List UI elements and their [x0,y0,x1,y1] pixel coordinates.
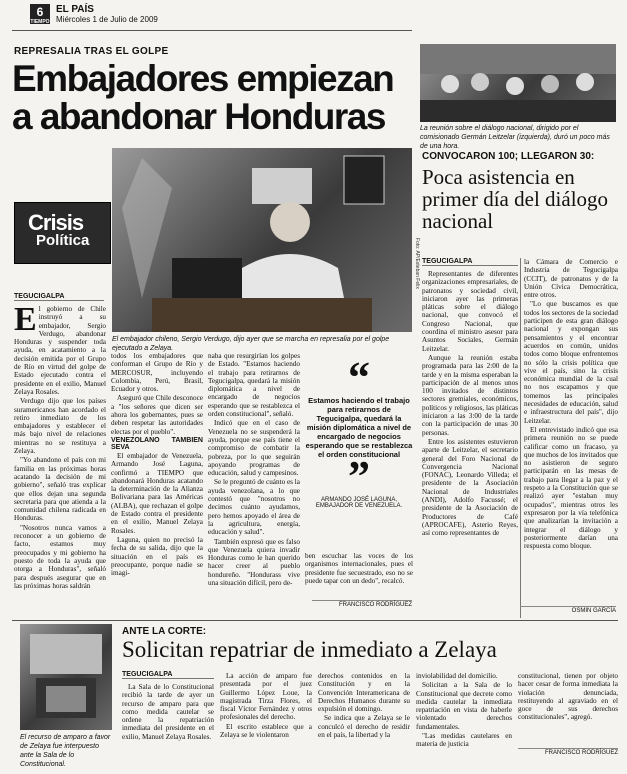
dialogue-photo-caption: La reunión sobre el diálogo nacional, dirigido por el comisionado Germán Leitzelar (izquierda), duró un poco más de una hora. [420,125,610,150]
page-number-badge [30,4,50,24]
court-photo-caption: El recurso de amparo a favor de Zelaya fue interpuesto ante la Sala de lo Constitucional. [20,734,111,768]
pull-quote-author: ARMANDO JOSÉ LAGUNA, EMBAJADOR DE VENEZUELA. [315,497,403,509]
main-dateline: TEGUCIGALPA [14,293,104,301]
side-story-column-1: Representantes de diferentes organizaciones empresariales, de patronatos y sociedad civil, iniciaron ayer las primeras pláticas sobre el diálogo nacional, que convocó el Congreso Nacional, que coordina el ministro asesor para Asuntos Sociales, Germán Leitzelar. Aunque la reunión estaba programada para las 2:00 de la tarde y en la misma esperaban la participación de al menos unos 100 invitados de distintos sectores gremiales, económicos, políticos y religiosos, las pláticas iniciaron a las 3:00 de la tarde con la participación de unas 30 personas. Entre los asistentes estuvieron aparte de Leitzelar, el secretario general del Foro Nacional de Convergencia Nacional (FONAC), Leonardo Villeda; el presidente de la Asociación Nacional de Industriales (ANDI), Adolfo Facussé; el presidente de la Asociación de Productores de Café (APROCAFE), Asterio Reyes, así como representantes de [422,270,518,538]
masthead-rule [12,30,412,31]
main-story-column-4: ben escuchar las voces de los organismos internacionales, pues el presidente fue secuestrado, eso no se puede tapar con un dedo", recalcó. [305,552,413,585]
close-quote-mark: ” [348,452,370,501]
issue-date: Miércoles 1 de Julio de 2009 [56,15,158,24]
bottom-story-column-5: constitucional, tienen por objeto hacer cesar de forma inmediata la violación denunciada, restituyendo al agraviado en el goce de sus derechos constitucionales", agregó. [518,672,618,722]
bottom-dateline: TEGUCIGALPA [122,671,214,679]
pull-quote-text: Estamos haciendo el trabajo para retirarnos de Tegucigalpa, quedará la misión diplomática a nivel de encargado de negocios esperando que se restablezca el orden constitucional [305,396,413,459]
bottom-story-column-1: La Sala de lo Constitucional recibió la tarde de ayer un recurso de amparo para que como medida cautelar se ordene la repatriación inmediata del presidente en el exilio, Manuel Zelaya Rosales. [122,683,214,741]
pull-quote [305,353,413,509]
page-section: TIEMPO [30,19,50,25]
main-kicker: REPRESALIA TRAS EL GOLPE [14,46,169,57]
ambassador-photo-caption: El embajador chileno, Sergio Verdugo, dijo ayer que se marcha en represalia por el golpe ejecutado a Zelaya. [112,336,390,352]
dropcap: E [14,301,37,338]
main-story-signature: FRANCISCO RODRÍGUEZ [312,600,412,608]
open-quote-mark: “ [348,353,370,402]
bottom-story-column-4: inviolabilidad del domicilio. Solicitan a la Sala de lo Constitucional que decrete como medida cautelar la inmediata repatriación en vista de haberle violentado derechos fundamentales. "Las medidas cautelares en materia de justicia [416,672,512,749]
dialogue-meeting-photo [420,44,616,122]
ambassador-photo-illustration [112,148,412,332]
bottom-story-column-3: derechos contenidos en la Constitución y en la Convención Interamericana de Derechos Humanos durante su expulsión el domingo. Se indica que a Zelaya se le conculcó el derecho de residir en el país, la libertad y la [318,672,410,740]
photo-credit: Foto: AP/Esteban Felix [414,238,420,289]
bottom-kicker: ANTE LA CORTE: [122,626,207,637]
side-story-signature: OSMIN GARCÍA [520,606,616,614]
side-story-column-2: la Cámara de Comercio e Industria de Tegucigalpa (CCIT), de patronatos y de la Unión Cívica Democrática, entre otros. "Lo que buscamos es que todos los sectores de la sociedad participen de esta gran diálogo nacional y expongan sus pensamientos y el encontrar acuerdos en común, unidos todos como bloque enfrentemos no sólo la crisis política que vive el país, sino la crisis económica mundial de la cual no nos escapamos y que tomemos las principales necesidades de educación, salud e infraestructura del país", dijo Leitzelar. El entrevistado indicó que esa primera reunión no se puede calificar como un fracaso, ya que muchos de los invitados que no asistieron de seguro participarán en las mesas de trabajo para llegar a la paz y el respeto a la Constitución que se realizó ayer "estaban muy ocupados", mientras otros les expresaron por la vía telefónica que analizarían la invitación a integrar el diálogo y posteriormente darían una respuesta como bloque. [524,258,618,551]
ambassador-photo [112,148,412,332]
crisis-politica-logo [14,188,109,276]
side-dateline: TEGUCIGALPA [422,258,518,266]
main-story-column-2: todos los embajadores que conforman el Grupo de Río y MERCOSUR, incluyendo Colombia, Perú, Brasil, Ecuador y otros. Aseguró que Chile desconoce a "los señores que dicen ser ahora los gobernantes, pues se deben respetar las autoridades electas por el pueblo". VENEZOLANO TAMBIEN SEVA El embajador de Venezuela, Armando José Laguna, confirmó a TIEMPO que abandonará Honduras acatando la determinación de la Alianza Bolivariana para las Américas (ALBA), que rechazan el golpe de Estado contra el presidente en el exilio, Manuel Zelaya Rosales. Laguna, quien no precisó la fecha de su salida, dijo que la situación en el país es preocupante, porque nadie se imagi- [111,352,203,578]
court-photo [20,624,112,730]
paper-name: EL PAÍS [56,4,94,15]
bottom-story-rule [12,620,618,621]
page-number: 6 [36,5,44,19]
venezuela-subhead: VENEZOLANO TAMBIEN SEVA [111,436,203,451]
bottom-story-column-2: La acción de amparo fue presentada por el juez Guillermo López Loue, la magistrada Tirza Flores, el fiscal Víctor Fernández y otros profesionales del derecho. El escrito establece que a Zelaya se le violentaron [220,672,312,740]
side-kicker: CONVOCARON 100; LLEGARON 30: [422,151,595,162]
logo-word-crisis: Crisis [28,210,84,235]
main-story-column-1: El gobierno de Chile instruyó a su embajador, Sergio Verdugo, abandonar Honduras y suspender toda ayuda, en acatamiento a la decisión emitida por el Grupo de Río en virtud del golpe de Estado ejecutado contra el presidente en el exilio, Manuel Zelaya Rosales. Verdugo dijo que los países suramericanos han acordado el retiro inmediato de los embajadores y establecer el más bajo nivel de relaciones mientras no se restituya a Zelaya. "Yo abandono el país con mi familia en las próximas horas acatando la decisión de mi gobierno", señaló tras explicar que ellos dejan una segunda secretaria para que atienda a la comunidad chilena radicada en Honduras. "Nosotros nunca vamos a reconocer a un gobierno de facto, estamos muy preocupados y mi gobierno ha puesto de toda la ayuda que otorga a Honduras", señaló para después asegurar que en las próximas horas saldrán [14,301,106,590]
main-story-column-3: naba que resurgirían los golpes de Estado. "Estamos haciendo el trabajo para retirarnos de Tegucigalpa, quedará la misión diplomática a nivel de encargado de negocios esperando que se restablezca el orden constitucional", señaló. Indicó que en el caso de Venezuela no se suspenderá la ayuda, porque ese país tiene el compromiso de combatir la pobreza, por lo que seguirán apoyando programas de educación, salud y campesinos. Se le preguntó de cuánto es la ayuda venezolana, a lo que contestó que "nosotros no decimos cuánto ayudamos, pero hemos apoyado el área de la agricultura, energía, educación y salud". También expresó que es falso que Venezuela quiera invadir Honduras como le han querido hacer creer al pueblo hondureño. "Hondurass vive una situación difícil, pero de- [208,352,300,588]
dialogue-meeting-illustration [420,44,616,122]
bottom-story-signature: FRANCISCO RODRÍGUEZ [518,748,618,756]
main-headline: Embajadores empiezan a abandonar Honduras [12,58,394,137]
bottom-headline: Solicitan repatriar de inmediato a Zelaya [122,637,497,662]
masthead [30,4,410,28]
side-headline: Poca asistencia en primer día del diálogo nacional [422,165,609,233]
court-photo-illustration [20,624,112,730]
logo-word-politica: Política [36,232,90,249]
